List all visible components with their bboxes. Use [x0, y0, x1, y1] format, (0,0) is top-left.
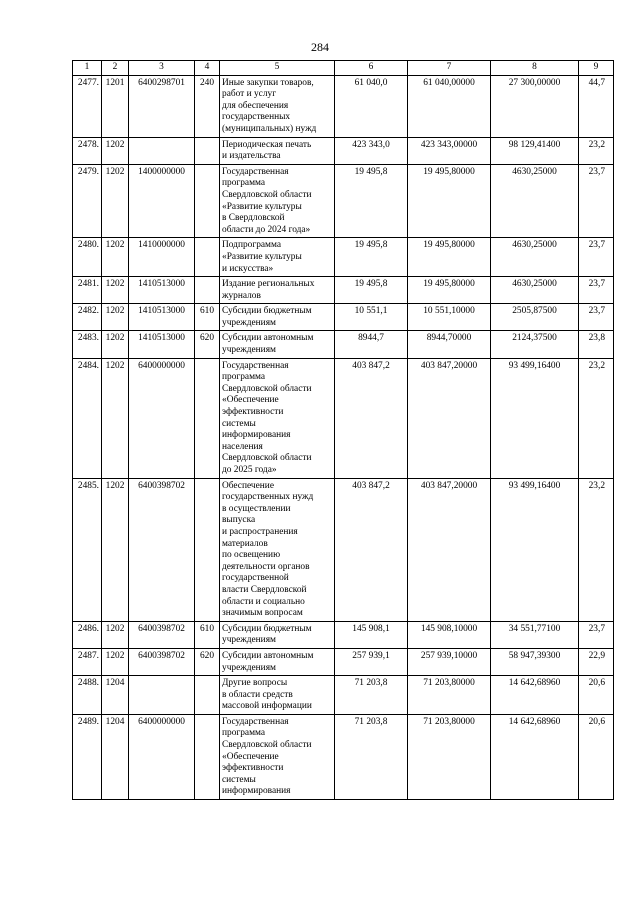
row-number-cell: 2480. [73, 238, 102, 277]
table-row [73, 621, 614, 648]
plan-amount-cell: 10 551,1 [335, 304, 408, 331]
section-code-cell: 1204 [102, 676, 129, 715]
table-row [73, 358, 614, 478]
row-number-cell: 2487. [73, 648, 102, 675]
executed-amount-cell: 4630,25000 [491, 164, 579, 238]
page-number: 284 [311, 40, 329, 54]
plan-amount-cell: 19 495,8 [335, 164, 408, 238]
item-name-line: программа [222, 728, 266, 739]
item-name-line: системы [222, 774, 256, 785]
executed-amount-cell: 4630,25000 [491, 238, 579, 277]
item-name-line: области до 2024 года» [222, 224, 311, 235]
item-name-line: государственной [222, 573, 289, 584]
item-name-line: Субсидии бюджетным [222, 623, 312, 634]
row-number-cell: 2486. [73, 621, 102, 648]
expense-type-cell [195, 358, 220, 478]
plan-amount-cell: 71 203,8 [335, 714, 408, 799]
item-name-line: учреждениям [222, 662, 276, 673]
item-name-line: значимым вопросам [222, 608, 303, 619]
item-name-line: Субсидии автономным [222, 650, 314, 661]
item-name-line: Свердловской области [222, 189, 312, 200]
item-name-line: Другие вопросы [222, 678, 288, 689]
percent-cell: 44,7 [579, 75, 614, 137]
item-name-line: по освещению [222, 550, 281, 561]
item-name-line: массовой информации [222, 701, 312, 712]
approved-amount-cell: 423 343,00000 [408, 137, 491, 164]
header-cell: 3 [129, 61, 195, 76]
header-cell: 4 [195, 61, 220, 76]
item-name-line: деятельности органов [222, 561, 310, 572]
approved-amount-cell: 71 203,80000 [408, 676, 491, 715]
item-name-line: Издание региональных [222, 279, 315, 290]
item-name-line: Субсидии автономным [222, 333, 314, 344]
item-name-line: Свердловской области [222, 740, 312, 751]
item-name-line: области и социально [222, 596, 305, 607]
item-name-line: эффективности [222, 407, 284, 418]
target-code-cell: 6400398702 [129, 478, 195, 621]
item-name-cell [220, 478, 335, 621]
item-name-line: до 2025 года» [222, 465, 277, 475]
item-name-cell [220, 75, 335, 137]
header-cell: 5 [220, 61, 335, 76]
item-name-line: Свердловской области [222, 453, 312, 464]
item-name-line: «Обеспечение [222, 395, 279, 406]
plan-amount-cell: 403 847,2 [335, 358, 408, 478]
target-code-cell: 1400000000 [129, 164, 195, 238]
executed-amount-cell: 2505,87500 [491, 304, 579, 331]
item-name-line: государственных [222, 112, 291, 123]
row-number-cell: 2485. [73, 478, 102, 621]
expense-type-cell: 610 [195, 621, 220, 648]
expense-type-cell: 240 [195, 75, 220, 137]
expense-type-cell [195, 238, 220, 277]
item-name-cell [220, 621, 335, 648]
item-name-line: Подпрограмма [222, 240, 282, 251]
percent-cell: 23,7 [579, 277, 614, 304]
target-code-cell [129, 676, 195, 715]
header-cell: 9 [579, 61, 614, 76]
expense-type-cell [195, 277, 220, 304]
expense-type-cell [195, 714, 220, 799]
row-number-cell: 2483. [73, 331, 102, 358]
percent-cell: 23,7 [579, 304, 614, 331]
plan-amount-cell: 19 495,8 [335, 238, 408, 277]
header-cell: 6 [335, 61, 408, 76]
percent-cell: 23,7 [579, 621, 614, 648]
section-code-cell: 1202 [102, 621, 129, 648]
item-name-line: эффективности [222, 763, 284, 774]
item-name-line: Государственная [222, 716, 289, 727]
item-name-line: власти Свердловской [222, 584, 307, 595]
item-name-line: информирования [222, 786, 291, 797]
executed-amount-cell: 93 499,16400 [491, 478, 579, 621]
item-name-line: государственных нужд [222, 492, 314, 503]
item-name-cell [220, 164, 335, 238]
table-row [73, 137, 614, 164]
section-code-cell: 1202 [102, 358, 129, 478]
approved-amount-cell: 61 040,00000 [408, 75, 491, 137]
approved-amount-cell: 10 551,10000 [408, 304, 491, 331]
item-name-line: и распространения [222, 526, 298, 537]
row-number-cell: 2477. [73, 75, 102, 137]
table-row [73, 648, 614, 675]
section-code-cell: 1204 [102, 714, 129, 799]
item-name-line: (муниципальных) нужд [222, 123, 317, 134]
item-name-line: материалов [222, 538, 268, 549]
executed-amount-cell: 34 551,77100 [491, 621, 579, 648]
row-number-cell: 2489. [73, 714, 102, 799]
table-row [73, 277, 614, 304]
target-code-cell: 6400298701 [129, 75, 195, 137]
executed-amount-cell: 4630,25000 [491, 277, 579, 304]
item-name-line: в осуществлении [222, 503, 291, 514]
approved-amount-cell: 145 908,10000 [408, 621, 491, 648]
target-code-cell: 6400398702 [129, 621, 195, 648]
table-row [73, 676, 614, 715]
header-cell: 2 [102, 61, 129, 76]
executed-amount-cell: 14 642,68960 [491, 714, 579, 799]
approved-amount-cell: 403 847,20000 [408, 478, 491, 621]
percent-cell: 23,7 [579, 164, 614, 238]
expense-type-cell: 610 [195, 304, 220, 331]
item-name-line: Субсидии бюджетным [222, 306, 312, 317]
target-code-cell: 1410513000 [129, 331, 195, 358]
section-code-cell: 1202 [102, 238, 129, 277]
item-name-line: «Развитие культуры [222, 251, 302, 262]
target-code-cell: 6400398702 [129, 648, 195, 675]
item-name-cell [220, 331, 335, 358]
plan-amount-cell: 423 343,0 [335, 137, 408, 164]
item-name-line: информирования [222, 430, 291, 441]
approved-amount-cell: 19 495,80000 [408, 238, 491, 277]
item-name-line: Иные закупки товаров, [222, 77, 314, 88]
item-name-cell [220, 137, 335, 164]
expense-type-cell: 620 [195, 648, 220, 675]
approved-amount-cell: 8944,70000 [408, 331, 491, 358]
item-name-line: Государственная [222, 166, 289, 177]
item-name-cell [220, 676, 335, 715]
approved-amount-cell: 257 939,10000 [408, 648, 491, 675]
item-name-line: Обеспечение [222, 480, 274, 491]
row-number-cell: 2484. [73, 358, 102, 478]
item-name-line: и издательства [222, 151, 281, 162]
table-row [73, 331, 614, 358]
percent-cell: 23,7 [579, 238, 614, 277]
plan-amount-cell: 403 847,2 [335, 478, 408, 621]
executed-amount-cell: 27 300,00000 [491, 75, 579, 137]
row-number-cell: 2481. [73, 277, 102, 304]
item-name-line: в области средств [222, 689, 293, 700]
percent-cell: 20,6 [579, 714, 614, 799]
item-name-line: программа [222, 372, 266, 383]
row-number-cell: 2478. [73, 137, 102, 164]
item-name-line: журналов [222, 290, 261, 301]
item-name-line: Периодическая печать [222, 139, 312, 150]
item-name-line: Свердловской области [222, 383, 312, 394]
executed-amount-cell: 58 947,39300 [491, 648, 579, 675]
approved-amount-cell: 403 847,20000 [408, 358, 491, 478]
target-code-cell: 1410000000 [129, 238, 195, 277]
section-code-cell: 1202 [102, 331, 129, 358]
plan-amount-cell: 71 203,8 [335, 676, 408, 715]
section-code-cell: 1202 [102, 478, 129, 621]
section-code-cell: 1202 [102, 304, 129, 331]
item-name-cell [220, 714, 335, 799]
budget-table [72, 60, 614, 800]
plan-amount-cell: 61 040,0 [335, 75, 408, 137]
item-name-line: программа [222, 178, 266, 189]
plan-amount-cell: 145 908,1 [335, 621, 408, 648]
expense-type-cell [195, 137, 220, 164]
table-row [73, 75, 614, 137]
plan-amount-cell: 8944,7 [335, 331, 408, 358]
table-row [73, 714, 614, 799]
expense-type-cell [195, 478, 220, 621]
percent-cell: 23,2 [579, 137, 614, 164]
executed-amount-cell: 2124,37500 [491, 331, 579, 358]
item-name-cell [220, 648, 335, 675]
table-row [73, 304, 614, 331]
plan-amount-cell: 19 495,8 [335, 277, 408, 304]
percent-cell: 23,2 [579, 358, 614, 478]
section-code-cell: 1202 [102, 137, 129, 164]
expense-type-cell [195, 676, 220, 715]
item-name-line: «Обеспечение [222, 751, 279, 762]
expense-type-cell [195, 164, 220, 238]
approved-amount-cell: 19 495,80000 [408, 164, 491, 238]
row-number-cell: 2482. [73, 304, 102, 331]
percent-cell: 23,2 [579, 478, 614, 621]
executed-amount-cell: 98 129,41400 [491, 137, 579, 164]
executed-amount-cell: 93 499,16400 [491, 358, 579, 478]
row-number-cell: 2488. [73, 676, 102, 715]
section-code-cell: 1202 [102, 648, 129, 675]
section-code-cell: 1202 [102, 277, 129, 304]
section-code-cell: 1201 [102, 75, 129, 137]
item-name-line: Государственная [222, 360, 289, 371]
percent-cell: 23,8 [579, 331, 614, 358]
item-name-line: учреждениям [222, 635, 276, 646]
table-row [73, 478, 614, 621]
item-name-cell [220, 277, 335, 304]
table-row [73, 238, 614, 277]
table-header-row [73, 61, 614, 76]
plan-amount-cell: 257 939,1 [335, 648, 408, 675]
item-name-line: в Свердловской [222, 213, 285, 224]
approved-amount-cell: 19 495,80000 [408, 277, 491, 304]
section-code-cell: 1202 [102, 164, 129, 238]
item-name-line: населения [222, 441, 263, 452]
approved-amount-cell: 71 203,80000 [408, 714, 491, 799]
item-name-line: учреждениям [222, 317, 276, 328]
row-number-cell: 2479. [73, 164, 102, 238]
percent-cell: 22,9 [579, 648, 614, 675]
item-name-line: «Развитие культуры [222, 201, 302, 212]
target-code-cell: 6400000000 [129, 714, 195, 799]
executed-amount-cell: 14 642,68960 [491, 676, 579, 715]
item-name-line: выпуска [222, 515, 256, 526]
header-cell: 1 [73, 61, 102, 76]
item-name-line: для обеспечения [222, 100, 289, 111]
target-code-cell: 1410513000 [129, 304, 195, 331]
percent-cell: 20,6 [579, 676, 614, 715]
item-name-cell [220, 358, 335, 478]
target-code-cell [129, 137, 195, 164]
item-name-cell [220, 304, 335, 331]
item-name-line: системы [222, 418, 256, 429]
item-name-line: и искусства» [222, 263, 274, 274]
header-cell: 8 [491, 61, 579, 76]
target-code-cell: 1410513000 [129, 277, 195, 304]
item-name-line: учреждениям [222, 345, 276, 356]
item-name-line: работ и услуг [222, 89, 277, 100]
target-code-cell: 6400000000 [129, 358, 195, 478]
expense-type-cell: 620 [195, 331, 220, 358]
table-row [73, 164, 614, 238]
header-cell: 7 [408, 61, 491, 76]
item-name-cell [220, 238, 335, 277]
